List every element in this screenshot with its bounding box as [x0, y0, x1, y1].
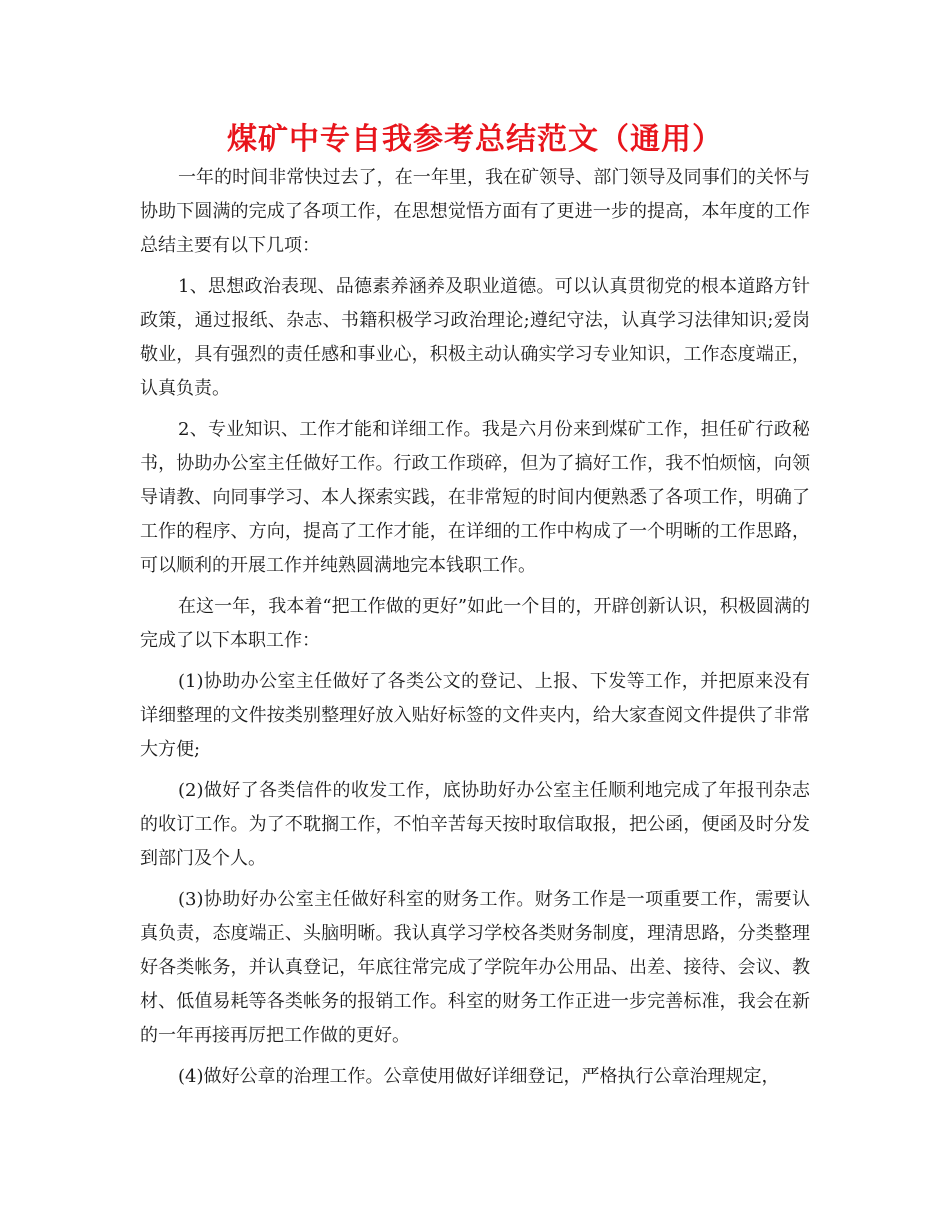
paragraph-1: 1、思想政治表现、品德素养涵养及职业道德。可以认真贯彻党的根本道路方针政策，通过报纸、杂志、书籍积极学习政治理论;遵纪守法，认真学习法律知识;爱岗敬业，具有强烈的责任感和事业心，积极主动认确实学习专业知识，工作态度端正，认真负责。	[140, 276, 811, 399]
paragraph-7: (4)做好公章的治理工作。公章使用做好详细登记，严格执行公章治理规定，	[178, 1066, 780, 1087]
paragraph-3: 在这一年，我本着“把工作做的更好”如此一个目的，开辟创新认识，积极圆满的完成了以下本职工作：	[140, 596, 810, 651]
paragraph-2: 2、专业知识、工作才能和详细工作。我是六月份来到煤矿工作，担任矿行政秘书，协助办公室主任做好工作。行政工作琐碎，但为了搞好工作，我不怕烦恼，向领导请教、向同事学习、本人探索实践，在非常短的时间内便熟悉了各项工作，明确了工作的程序、方向，提高了工作才能，在详细的工作中构成了一个明晰的工作思路，可以顺利的开展工作并纯熟圆满地完本钱职工作。	[140, 419, 810, 576]
paragraph-5: (2)做好了各类信件的收发工作，底协助好办公室主任顺利地完成了年报刊杂志的收订工作。为了不耽搁工作，不怕辛苦每天按时取信取报，把公函，便函及时分发到部门及个人。	[140, 780, 810, 869]
document-title: 煤矿中专自我参考总结范文（通用）	[227, 122, 723, 157]
paragraph-4: (1)协助办公室主任做好了各类公文的登记、上报、下发等工作，并把原来没有详细整理的文件按类别整理好放入贴好标签的文件夹内，给大家查阅文件提供了非常大方便;	[140, 671, 810, 760]
document-body	[140, 161, 810, 1101]
paragraph-intro: 一年的时间非常快过去了，在一年里，我在矿领导、部门领导及同事们的关怀与协助下圆满的完成了各项工作，在思想觉悟方面有了更进一步的提高，本年度的工作总结主要有以下几项：	[140, 167, 810, 256]
paragraph-6: (3)协助好办公室主任做好科室的财务工作。财务工作是一项重要工作，需要认真负责，态度端正、头脑明晰。我认真学习学校各类财务制度，理清思路，分类整理好各类帐务，并认真登记，年底往常完成了学院年办公用品、出差、接待、会议、教材、低值易耗等各类帐务的报销工作。科室的财务工作正进一步完善标准，我会在新的一年再接再厉把工作做的更好。	[140, 889, 810, 1046]
